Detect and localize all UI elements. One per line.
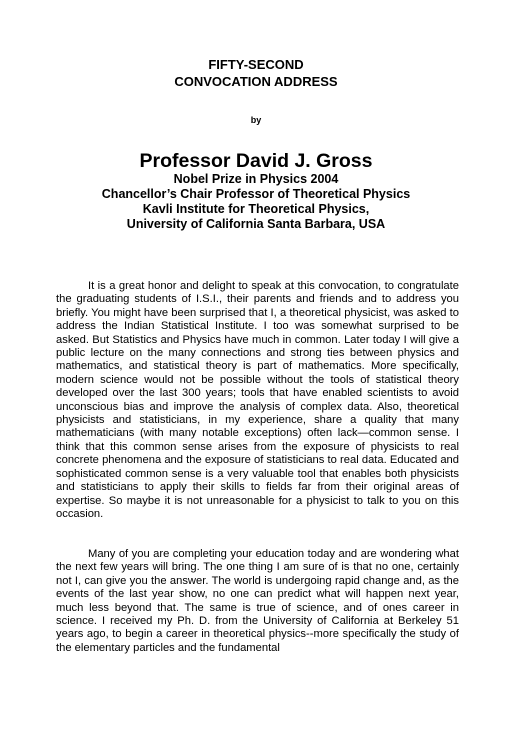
affiliation-line-4: University of California Santa Barbara, USA <box>126 217 386 231</box>
document-title <box>0 56 512 90</box>
title-line-2: CONVOCATION ADDRESS <box>174 74 338 89</box>
byline: by <box>250 115 262 125</box>
affiliation-line-2: Chancellor’s Chair Professor of Theoretical Physics <box>101 187 411 201</box>
speaker-name: Professor David J. Gross <box>139 150 373 172</box>
body-paragraph-2: Many of you are completing your education today and are wondering what the next few years will bring. The one thing I am sure of is that no one, certainly not I, can give you the answer. The world is undergoing rapid change and, as the events of the last year show, no one can predict what will happen next year, much less beyond that. The same is true of science, and of ones career in science. I received my Ph. D. from the University of California at Berkeley 51 years ago, to begin a career in theoretical physics--more specifically the study of the elementary particles and the fundamental <box>56 548 459 654</box>
affiliation-line-3: Kavli Institute for Theoretical Physics, <box>142 202 370 216</box>
affiliation-line-1: Nobel Prize in Physics 2004 <box>173 172 339 186</box>
title-line-1: FIFTY-SECOND <box>208 57 304 72</box>
body-paragraph-1: It is a great honor and delight to speak at this convocation, to congratulate the graduating students of I.S.I., their parents and friends and to address you briefly. You might have been surprised that I, a theoretical physicist, was asked to address the Indian Statistical Institute. I too was somewhat surprised to be asked. But Statistics and Physics have much in common. Later today I will give a public lecture on the many connections and strong ties between physics and mathematics, and statistical theory is part of mathematics. More specifically, modern science would not be possible without the tools of statistical theory developed over the last 300 years; tools that have enabled scientists to avoid unconscious bias and improve the analysis of complex data. Also, theoretical physicists and statisticians, in my experience, share a quality that many mathematicians (with many notable exceptions) often lack—common sense. I think that this common sense arises from the exposure of physicists to real concrete phenomena and the exposure of statisticians to real data. Educated and sophisticated common sense is a very valuable tool that enables both physicists and statisticians to apply their skills to fields far from their original areas of expertise. So maybe it is not unreasonable for a physicist to talk to you on this occasion. <box>56 280 459 520</box>
speaker-affiliation <box>0 172 512 232</box>
